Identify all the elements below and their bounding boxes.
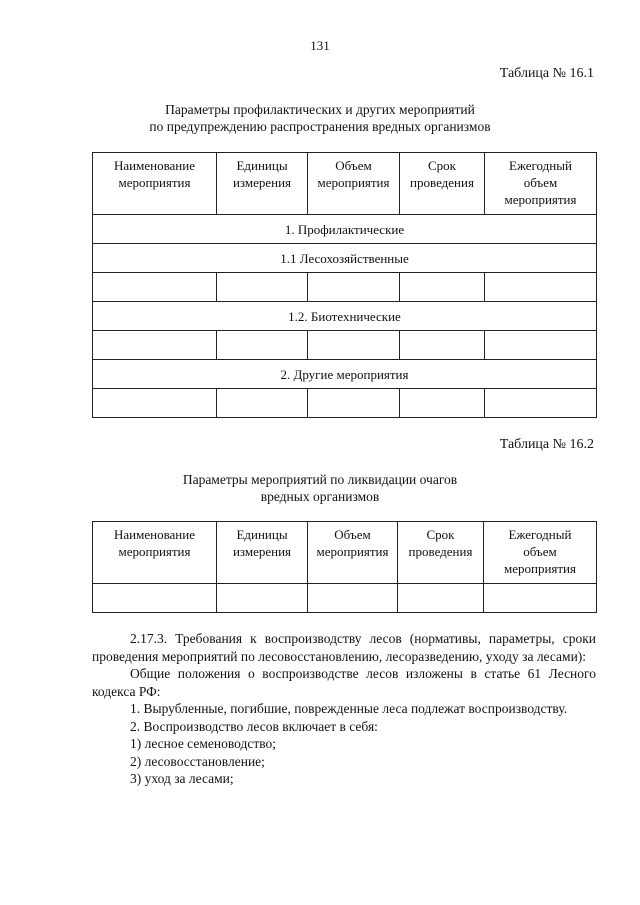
header-text: Единицы xyxy=(236,527,288,542)
section-cell: 1.1 Лесохозяйственные xyxy=(93,244,597,273)
section-row xyxy=(93,215,597,244)
header-cell-annual-volume xyxy=(484,522,597,584)
empty-cell xyxy=(398,584,484,613)
paragraph: 1. Вырубленные, погибшие, поврежденные леса подлежат воспроизводству. xyxy=(130,701,568,716)
header-text: мероприятия xyxy=(504,192,577,207)
table-header-row xyxy=(93,153,597,215)
paragraph: 2.17.3. Требования к воспроизводству лесов (нормативы, параметры, сроки проведения мероприятий по лесовосстановлению, лесоразведению, уходу за лесами): xyxy=(92,631,596,664)
body-text xyxy=(92,630,596,788)
header-text: объем xyxy=(523,544,557,559)
empty-cell xyxy=(400,273,485,302)
table-16-2-title-line: Параметры мероприятий по ликвидации очагов xyxy=(182,472,458,487)
table-16-2 xyxy=(92,521,597,613)
header-cell-volume xyxy=(308,522,398,584)
table-16-1 xyxy=(92,152,597,418)
empty-cell xyxy=(400,331,485,360)
list-item: 1) лесное семеноводство; xyxy=(130,736,277,751)
empty-cell xyxy=(400,389,485,418)
table-16-1-label: Таблица № 16.1 xyxy=(499,66,594,81)
table-16-1-title-line: Параметры профилактических и других мероприятий xyxy=(165,102,475,117)
header-text: Срок xyxy=(426,527,455,542)
empty-cell xyxy=(217,584,308,613)
header-cell-term xyxy=(398,522,484,584)
header-cell-units xyxy=(217,522,308,584)
empty-cell xyxy=(308,273,400,302)
header-text: мероприятия xyxy=(118,544,191,559)
empty-cell xyxy=(93,389,217,418)
header-text: мероприятия xyxy=(317,175,390,190)
section-row xyxy=(93,302,597,331)
empty-data-row xyxy=(93,273,597,302)
section-cell: 2. Другие мероприятия xyxy=(93,360,597,389)
header-text: измерения xyxy=(232,175,292,190)
empty-data-row xyxy=(93,584,597,613)
empty-cell xyxy=(93,331,217,360)
header-text: Срок xyxy=(428,158,456,173)
empty-data-row xyxy=(93,331,597,360)
table-16-2-label: Таблица № 16.2 xyxy=(499,437,594,452)
empty-cell xyxy=(485,389,597,418)
empty-cell xyxy=(217,331,308,360)
header-cell-units xyxy=(217,153,308,215)
table-16-2-title-line: вредных организмов xyxy=(260,489,380,504)
list-item: 2) лесовосстановление; xyxy=(130,753,265,769)
table-16-1-title-line: по предупреждению распространения вредных организмов xyxy=(149,119,491,134)
section-row xyxy=(93,244,597,273)
empty-cell xyxy=(93,584,217,613)
empty-cell xyxy=(308,331,400,360)
list-item: 3) уход за лесами; xyxy=(130,771,234,786)
header-cell-name xyxy=(93,153,217,215)
page-number: 131 xyxy=(310,38,330,53)
header-text: Ежегодный xyxy=(509,158,572,173)
empty-cell xyxy=(308,584,398,613)
table-header-row xyxy=(93,522,597,584)
empty-cell xyxy=(217,389,308,418)
section-cell: 1. Профилактические xyxy=(93,215,597,244)
header-text: Наименование xyxy=(114,527,195,542)
header-text: мероприятия xyxy=(316,544,389,559)
table-16-1-title xyxy=(0,101,640,135)
table-16-2-title xyxy=(0,471,640,505)
header-text: Объем xyxy=(334,527,371,542)
header-cell-volume xyxy=(308,153,400,215)
empty-cell xyxy=(308,389,400,418)
header-cell-name xyxy=(93,522,217,584)
header-text: измерения xyxy=(232,544,292,559)
header-text: проведения xyxy=(410,175,474,190)
empty-cell xyxy=(93,273,217,302)
header-text: Ежегодный xyxy=(508,527,572,542)
header-text: Объем xyxy=(335,158,372,173)
header-text: мероприятия xyxy=(118,175,191,190)
section-cell: 1.2. Биотехнические xyxy=(93,302,597,331)
empty-cell xyxy=(217,273,308,302)
empty-cell xyxy=(485,331,597,360)
empty-data-row xyxy=(93,389,597,418)
paragraph: Общие положения о воспроизводстве лесов изложены в статье 61 Лесного кодекса РФ: xyxy=(92,666,596,699)
empty-cell xyxy=(485,273,597,302)
header-cell-annual-volume xyxy=(485,153,597,215)
header-text: Наименование xyxy=(114,158,195,173)
section-row xyxy=(93,360,597,389)
header-text: мероприятия xyxy=(503,561,576,576)
header-text: Единицы xyxy=(236,158,288,173)
header-text: проведения xyxy=(408,544,473,559)
paragraph: 2. Воспроизводство лесов включает в себя: xyxy=(130,718,378,734)
header-text: объем xyxy=(523,175,558,190)
header-cell-term xyxy=(400,153,485,215)
empty-cell xyxy=(484,584,597,613)
